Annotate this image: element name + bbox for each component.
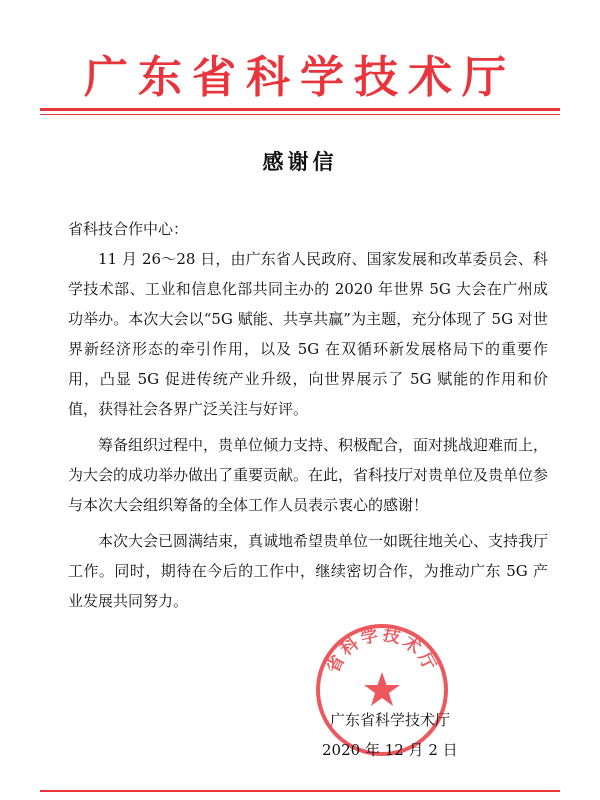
letterhead-rule-thick: [40, 108, 560, 111]
body-paragraph-1: 11 月 26～28 日，由广东省人民政府、国家发展和改革委员会、科学技术部、工业和信息化部共同主办的 2020 年世界 5G 大会在广州成功举办。本次大会以“5G 赋能、共享共赢”为主题，充分体现了 5G 对世界新经济形态的牵引作用，以及 5G 在双循环新发展格局下的重要作用，凸显 5G 促进传统产业升级，向世界展示了 5G 赋能的作用和价值，获得社会各界广泛关注与好评。: [68, 250, 548, 418]
salutation: 省科技合作中心：: [68, 220, 189, 238]
letter-body: [68, 244, 548, 622]
letterhead-rule-thin: [40, 114, 560, 115]
signature-org: 广东省科学技术厅: [330, 711, 451, 729]
star-icon: [364, 672, 400, 706]
body-paragraph-2: 筹备组织过程中，贵单位倾力支持、积极配合，面对挑战迎难而上，为大会的成功举办做出了重要贡献。在此，省科技厅对贵单位及贵单位参与本次大会组织筹备的全体工作人员表示衷心的感谢！: [68, 436, 549, 514]
body-paragraph-3: 本次大会已圆满结束，真诚地希望贵单位一如既往地关心、支持我厅工作。同时，期待在今后的工作中，继续密切合作，为推动广东 5G 产业发展共同努力。: [68, 532, 549, 610]
letterhead-title: 广东省科学技术厅: [84, 52, 516, 103]
seal-text: 省科学技术厅: [323, 624, 441, 677]
letter-title: 感谢信: [262, 150, 338, 174]
signature-date: 2020 年 12 月 2 日: [322, 741, 458, 759]
footer-rule: [40, 790, 560, 792]
